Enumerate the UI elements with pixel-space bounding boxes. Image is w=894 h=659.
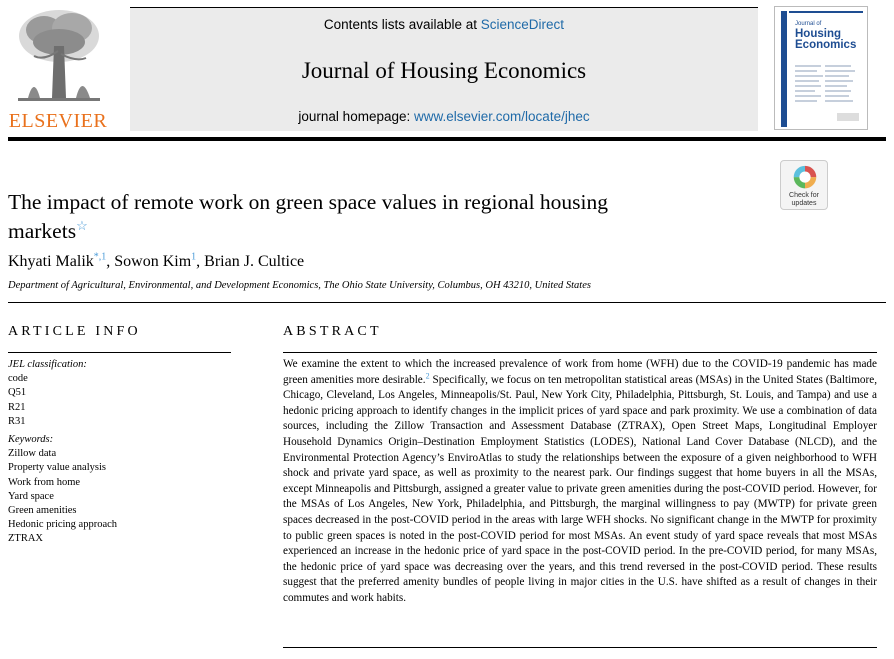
paper-title-line1: The impact of remote work on green space values in regional housing (8, 190, 609, 214)
title-divider (8, 302, 886, 303)
cover-graphic-icon (775, 7, 869, 131)
elsevier-tree-icon (14, 6, 104, 106)
cover-title-line1: Housing (795, 28, 841, 40)
keyword: Property value analysis (8, 462, 106, 474)
article-info-rule (8, 352, 231, 353)
abstract-part1: We examine the extent to which the increased prevalence of work from home (WFH) due to the COVID-19 pandemic has made green amenities more desirable. (283, 358, 877, 386)
author-list: Khyati Malik$^{*,1}$, Sowon Kim$^1$, Brian J. Cultice (8, 251, 305, 270)
keyword: Yard space (8, 490, 54, 502)
author-name[interactable]: Brian J. Cultice (204, 253, 305, 270)
author-name[interactable]: Sowon Kim (114, 253, 192, 270)
paper-title (8, 188, 728, 246)
abstract-rule (283, 352, 877, 353)
author-mark[interactable]: *,1 (93, 251, 107, 263)
abstract-heading: ABSTRACT (283, 324, 382, 339)
jel-label: JEL classification: (8, 359, 87, 370)
homepage-line (130, 109, 758, 124)
abstract-part2: Specifically, we focus on ten metropolitan statistical areas (MSAs) in the United States (Baltimore, Chicago, Cleveland, Los Angeles, Minneapolis/St. Paul, New York City, Philadelphia, Pittsburgh, St. Louis, and Tampa) and use a hedonic pricing approach to identify changes in the implicit prices of yard space and park proximity. We use a combination of data sources, including the Zillow Transaction and Assessment Database (ZTRAX), Open Street Maps, Longitudinal Employer Household Dynamics Origin–Destination Employment Statistics (LODES), National Land Cover Database (NLCD), and the Environmental Protection Agency’s EnviroAtlas to study the relationships between the exposure of a given neighborhood to WFH shock and private yard space, as well as proximity to the nearest park. Our findings suggest that home buyers in all the MSAs, except Minneapolis and Pittsburgh, assigned a greater value to private green amenities during the post-COVID period. However, for the MSAs of Los Angeles, New York, Philadelphia, and Pittsburgh, the marginal willingness to pay (MWTP) for private green spaces decreased in the post-COVID period in the areas with large WFH shocks. No significant change in the MWTP for proximity to public green spaces is noted in the post-COVID period for most MSAs. An event study of yard space reveals that most MSAs experienced an increase in the hedonic price of yard space in the post-COVID period. In the pre-COVID period, for many MSAs, the hedonic price of yard space was decreasing over the years, and this trend reversed in the post-COVID period. These results suggest that the preferred amenity bundles of people living in major cities in the U.S. have shifted as a result of changes in their commutes and work habits. (283, 373, 877, 604)
check-updates-label (781, 192, 827, 208)
cover-small-text: Journal of (795, 21, 822, 27)
abstract-footnote-link[interactable]: 2 (425, 370, 430, 380)
jel-code: R31 (8, 415, 26, 427)
cover-title-line2: Economics (795, 39, 857, 51)
homepage-link[interactable]: www.elsevier.com/locate/jhec (414, 109, 590, 124)
paper-title-line2 (8, 217, 728, 246)
article-info (8, 358, 231, 547)
abstract-bottom-rule (283, 647, 877, 648)
jel-code: R21 (8, 401, 26, 413)
header-divider (8, 137, 886, 141)
contents-line (130, 17, 758, 32)
journal-title[interactable]: Journal of Housing Economics (301, 58, 587, 83)
author-name[interactable]: Khyati Malik (8, 253, 94, 270)
check-for-updates-button[interactable] (780, 160, 828, 210)
keyword: Hedonic pricing approach (8, 519, 118, 531)
paper-title-line2-text: markets (8, 219, 77, 243)
journal-banner (130, 8, 758, 131)
sciencedirect-link[interactable]: ScienceDirect (480, 17, 565, 32)
article-info-heading: ARTICLE INFO (8, 324, 141, 339)
keyword: Green amenities (8, 505, 77, 517)
check-updates-line2: updates (791, 200, 817, 207)
keyword: Work from home (8, 476, 81, 488)
check-updates-icon (781, 163, 829, 193)
publisher-logo[interactable] (8, 6, 108, 131)
jel-code: Q51 (8, 387, 27, 399)
keyword: ZTRAX (8, 533, 43, 545)
abstract-text (283, 357, 877, 607)
jel-code: code (8, 373, 28, 385)
contents-prefix: Contents lists available at (323, 17, 478, 32)
journal-cover[interactable] (774, 6, 868, 130)
cover-title (795, 29, 856, 51)
publisher-name: ELSEVIER (8, 110, 108, 132)
title-footnote-star[interactable]: ☆ (76, 217, 88, 233)
keywords-label: Keywords: (8, 434, 54, 446)
affiliation: Department of Agricultural, Environmental, and Development Economics, The Ohio State University, Columbus, OH 43210, United States (8, 280, 591, 291)
keyword: Zillow data (8, 448, 57, 460)
author-mark[interactable]: 1 (191, 251, 197, 263)
homepage-prefix: journal homepage: (298, 109, 411, 124)
check-updates-line1: Check for (789, 192, 819, 199)
